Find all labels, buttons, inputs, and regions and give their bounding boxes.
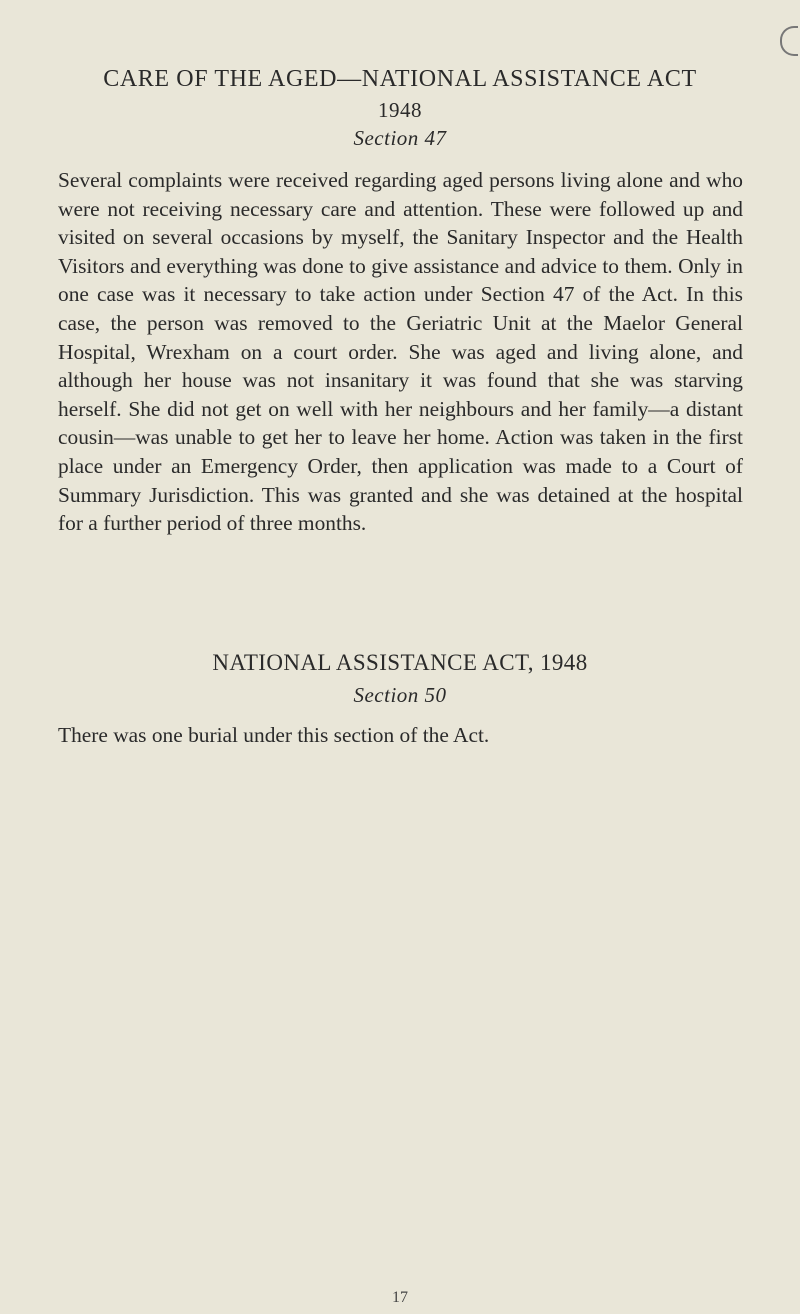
paragraph-section-47: Several complaints were received regarding aged persons living alone and who were not receiving necessary care and attention. These were followed up and visited on several occasions by myself, the Sanitary Inspector and the Health Visitors and everything was done to give assistance and advice to them. Only in one case was it necessary to take action under Section 47 of the Act. In this case, the person was removed to the Geriatric Unit at the Maelor General Hospital, Wrexham on a court order. She was aged and living alone, and although her house was not insanitary it was found that she was starving herself. She did not get on well with her neighbours and her family—a distant cousin—was unable to get her to leave her home. Action was taken in the first place under an Emergency Order, then application was made to a Court of Summary Jurisdiction. This was granted and she was detained at the hospital for a further period of three months. <box>58 168 743 536</box>
section-title-national-assistance: NATIONAL ASSISTANCE ACT, 1948 <box>212 650 588 675</box>
section-subtitle-47: Section 47 <box>353 126 447 150</box>
corner-mark <box>780 26 798 56</box>
section-subtitle-50: Section 50 <box>353 683 447 707</box>
paragraph-section-50: There was one burial under this section of the Act. <box>58 723 490 747</box>
page-number: 17 <box>392 1289 408 1306</box>
section-year: 1948 <box>378 98 422 122</box>
section-title-care-of-aged: CARE OF THE AGED—NATIONAL ASSISTANCE ACT <box>103 66 697 92</box>
